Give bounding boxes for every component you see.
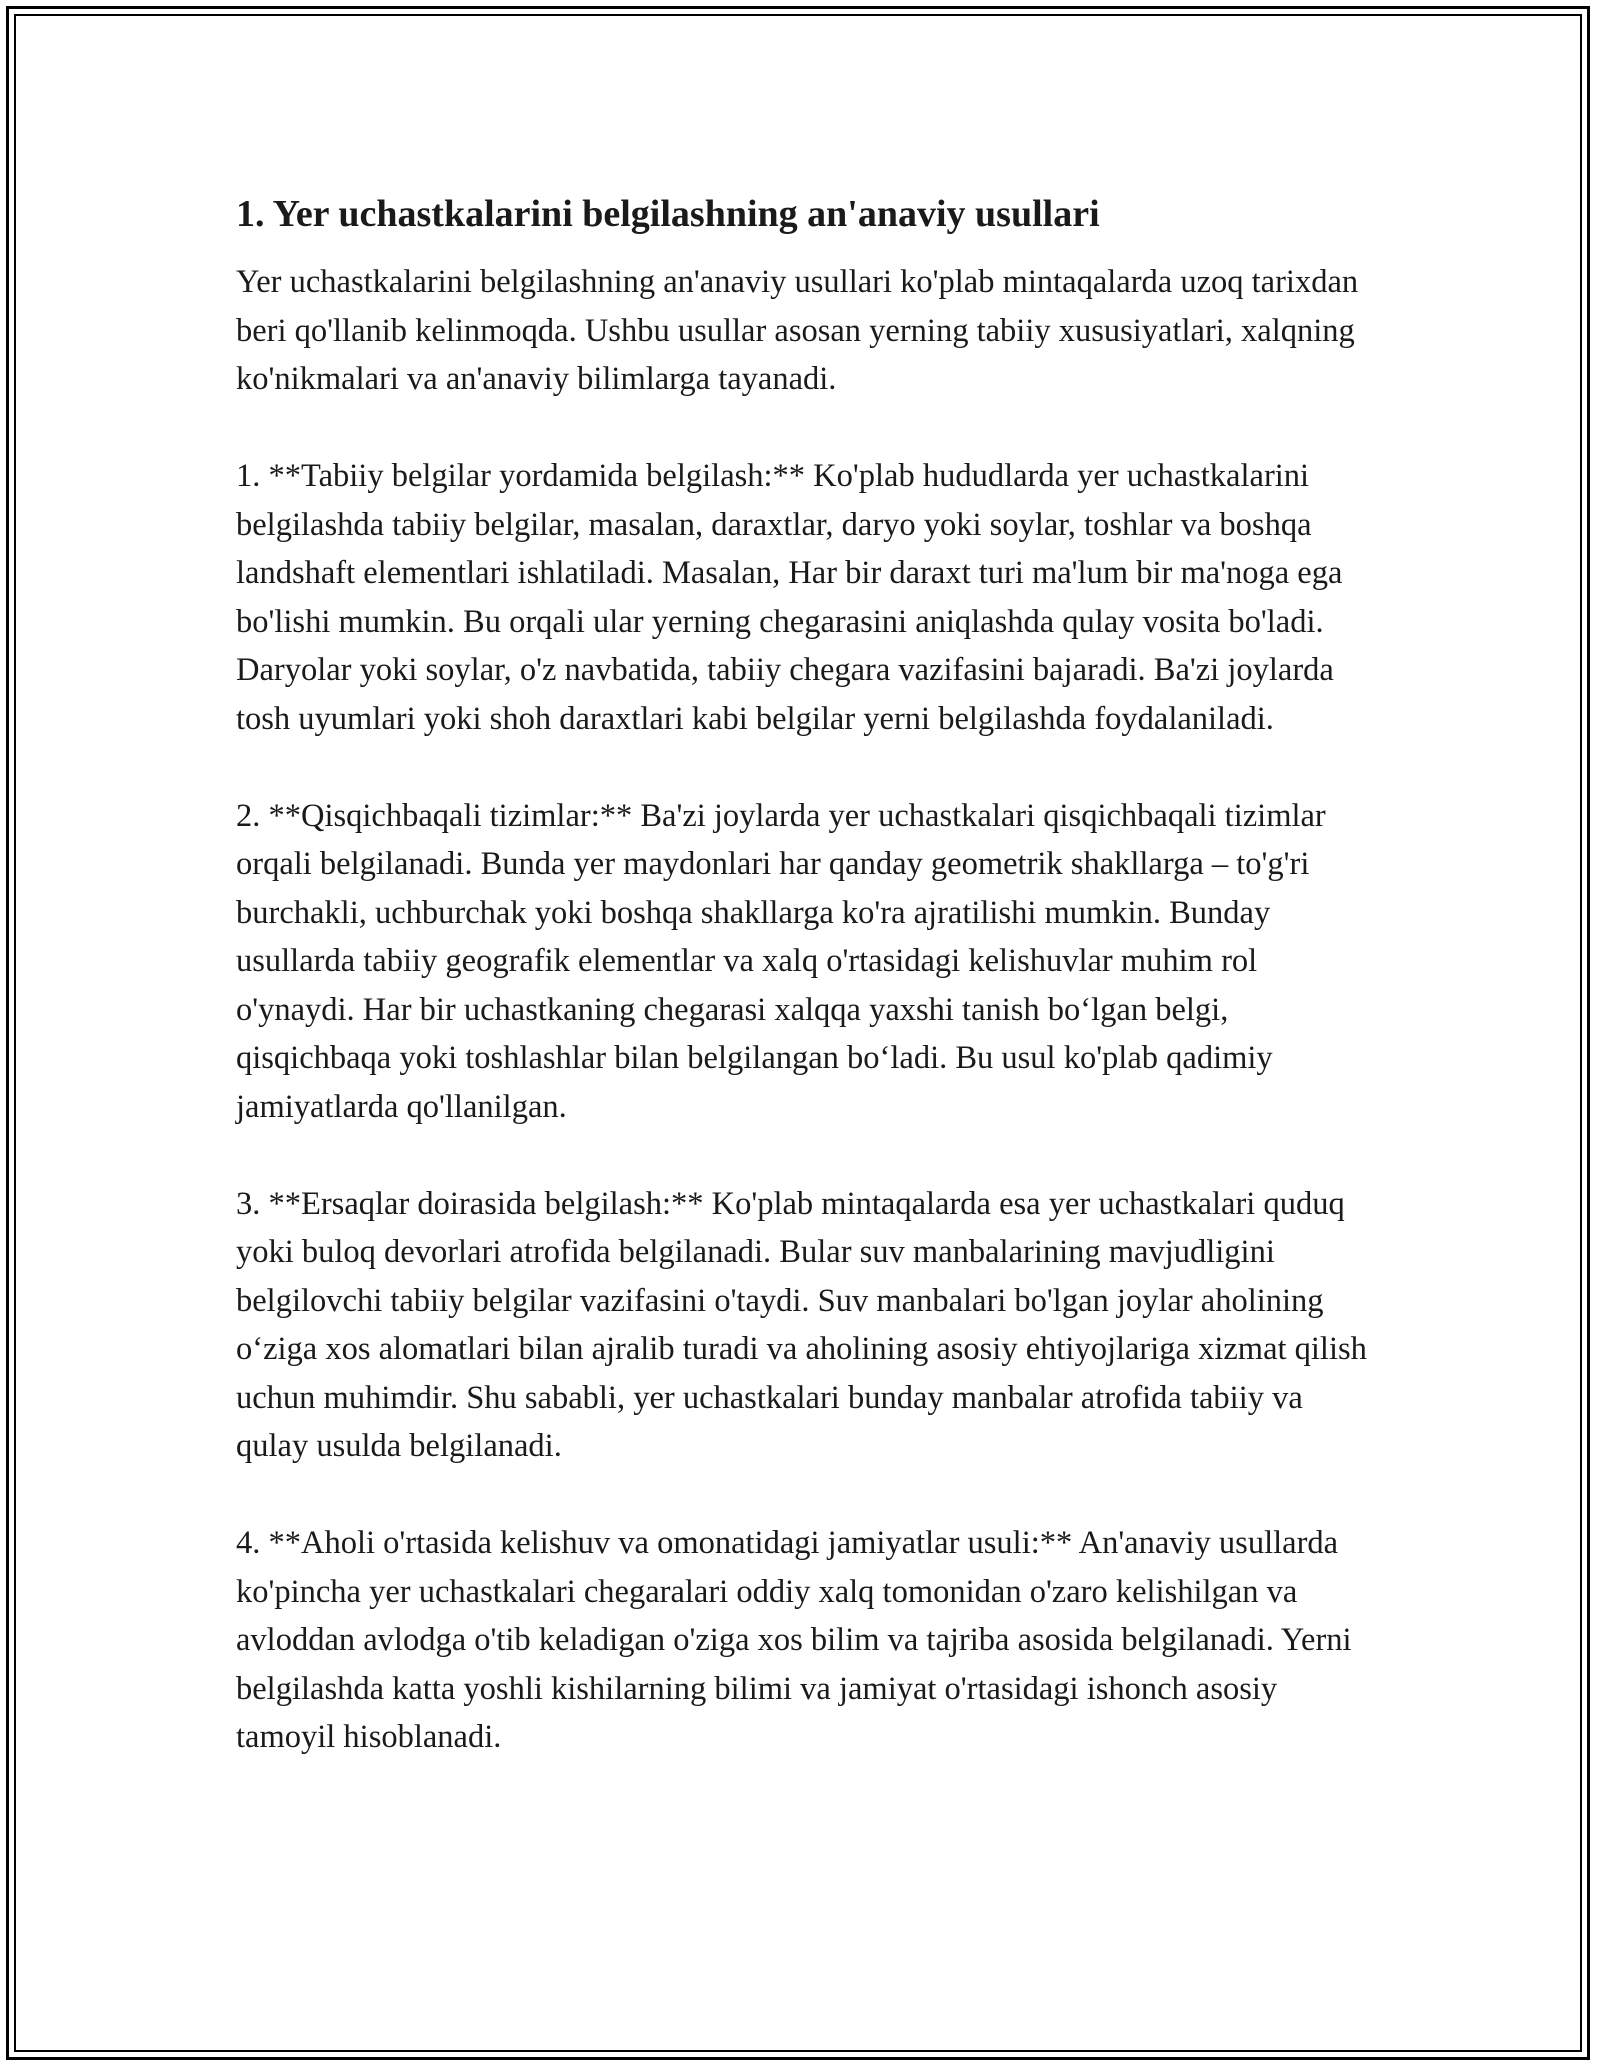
document-title: 1. Yer uchastkalarini belgilashning an'anaviy usullari: [236, 193, 1100, 235]
list-item-crab-systems: 2. **Qisqichbaqali tizimlar:** Ba'zi joylarda yer uchastkalari qisqichbaqali tizimlar orqali belgilanadi. Bunda yer maydonlari har qanday geometrik shakllarga – to'g'ri burchakli, uchburchak yoki boshqa shakllarga ko'ra ajratilishi mumkin. Bunday usullarda tabiiy geografik elementlar va xalq o'rtasidagi kelishuvlar muhim rol o'ynaydi. Har bir uchastkaning chegarasi xalqqa yaxshi tanish bo‘lgan belgi, qisqichbaqa yoki toshlashlar bilan belgilangan bo‘ladi. Bu usul ko'plab qadimiy jamiyatlarda qo'llanilgan.: [236, 797, 1326, 1125]
list-item-water-sources: 3. **Ersaqlar doirasida belgilash:** Ko'plab mintaqalarda esa yer uchastkalari quduq yoki buloq devorlari atrofida belgilanadi. Bular suv manbalarining mavjudligini belgilovchi tabiiy belgilar vazifasini o'taydi. Suv manbalari bo'lgan joylar aholining o‘ziga xos alomatlari bilan ajralib turadi va aholining asosiy ehtiyojlariga xizmat qilish uchun muhimdir. Shu sababli, yer uchastkalari bunday manbalar atrofida tabiiy va qulay usulda belgilanadi.: [236, 1185, 1367, 1464]
list-item-community-agreement: 4. **Aholi o'rtasida kelishuv va omonatidagi jamiyatlar usuli:** An'anaviy usullarda ko'pincha yer uchastkalari chegaralari oddiy xalq tomonidan o'zaro kelishilgan va avloddan avlodga o'tib keladigan o'ziga xos bilim va tajriba asosida belgilanadi. Yerni belgilashda katta yoshli kishilarning bilimi va jamiyat o'rtasidagi ishonch asosiy tamoyil hisoblanadi.: [236, 1525, 1352, 1755]
list-item-natural-markers: 1. **Tabiiy belgilar yordamida belgilash:** Ko'plab hududlarda yer uchastkalarini belgilashda tabiiy belgilar, masalan, daraxtlar, daryo yoki soylar, toshlar va boshqa landshaft elementlari ishlatiladi. Masalan, Har bir daraxt turi ma'lum bir ma'noga ega bo'lishi mumkin. Bu orqali ular yerning chegarasini aniqlashda qulay vosita bo'ladi. Daryolar yoki soylar, o'z navbatida, tabiiy chegara vazifasini bajaradi. Ba'zi joylarda tosh uyumlari yoki shoh daraxtlari kabi belgilar yerni belgilashda foydalaniladi.: [236, 458, 1343, 737]
document-body: [236, 188, 1372, 1810]
intro-paragraph: Yer uchastkalarini belgilashning an'anaviy usullari ko'plab mintaqalarda uzoq tarixdan beri qo'llanib kelinmoqda. Ushbu usullar asosan yerning tabiiy xususiyatlari, xalqning ko'nikmalari va an'anaviy bilimlarga tayanadi.: [236, 264, 1359, 397]
